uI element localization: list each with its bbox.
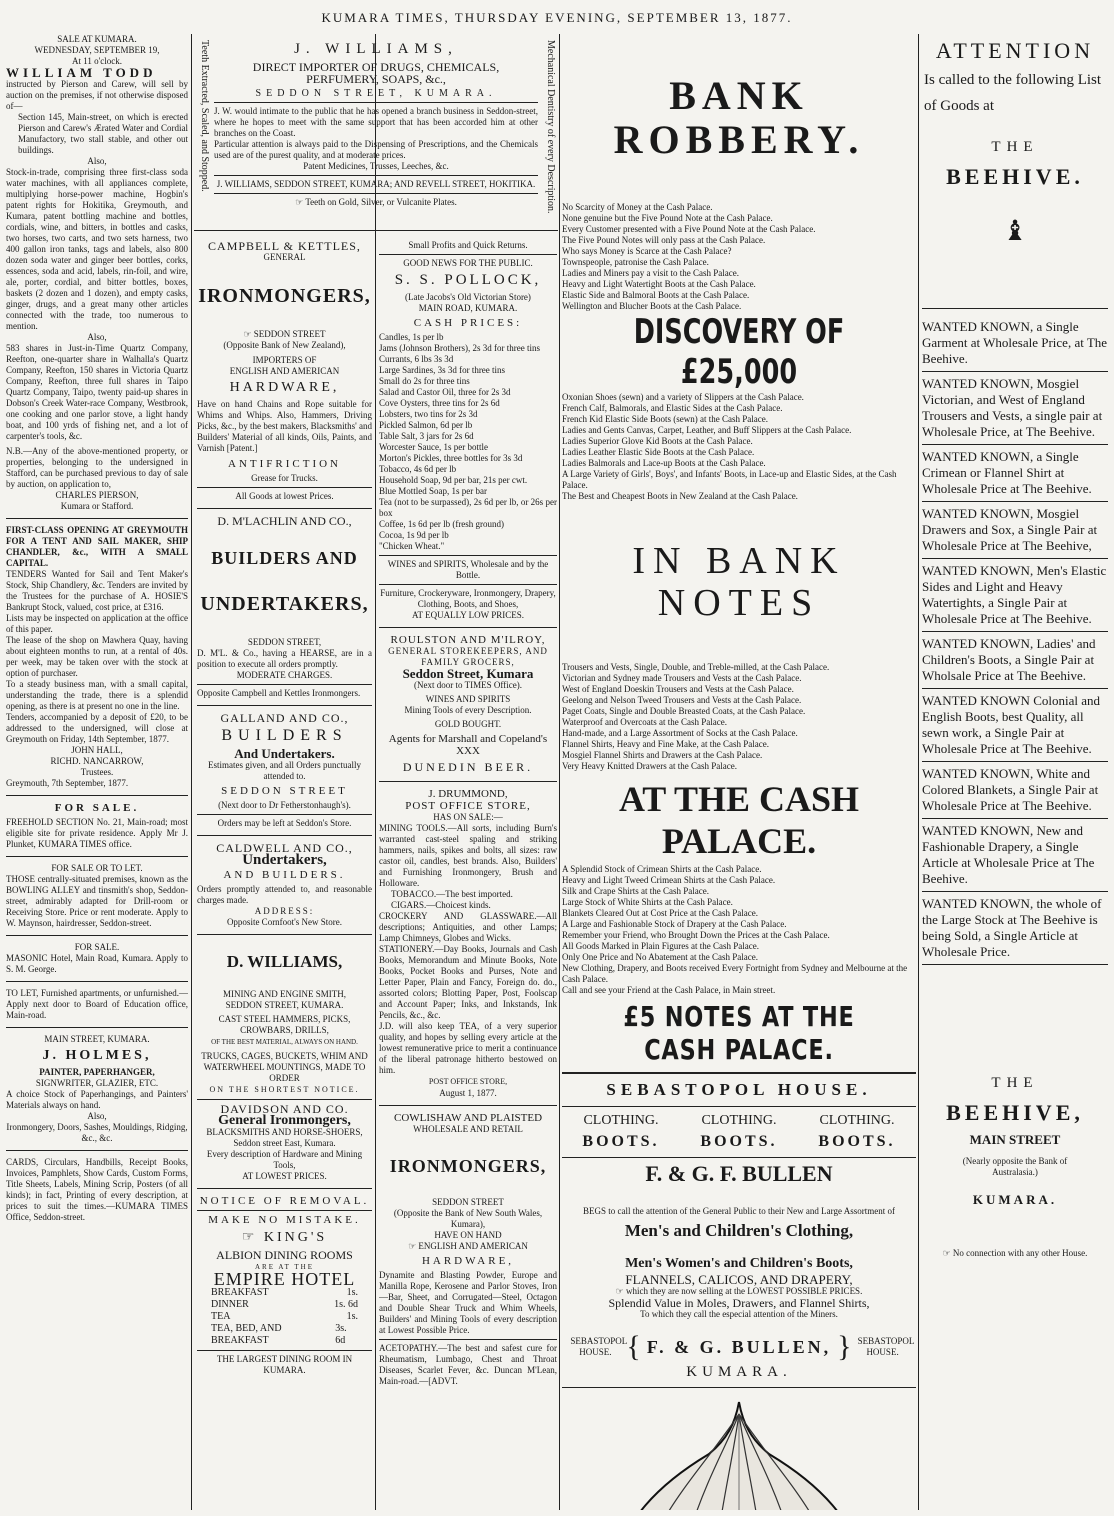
price-value: 1s. 6d (334, 1299, 358, 1310)
cash-palace-line: All Goods Marked in Plain Figures at the Cash Palace. (562, 941, 759, 951)
column-4 (562, 34, 916, 1510)
ad-text: AT LOWEST PRICES. (242, 1171, 327, 1181)
ad-subheading: WHOLESALE AND RETAIL (413, 1124, 523, 1134)
ad-text: CARDS, Circulars, Handbills, Receipt Books, Invoices, Pamphlets, Show Cards, Custom Forms, Title Sheets, Labels, Mining Scrip, Posters (of all kinds); in fact, Printing of every description, at prices to suit the times.—KUMARA TIMES Office, Seddon-street. (6, 1157, 188, 1222)
williams-line3: SEDDON STREET, KUMARA. (255, 88, 497, 99)
cash-palace-line: French Kid Elastic Side Boots (sewn) at the Cash Palace. (562, 414, 768, 424)
price-item: BREAKFAST (211, 1287, 269, 1298)
column-rule (918, 34, 919, 1510)
clothing-label: CLOTHING. (701, 1113, 777, 1128)
boots-row (562, 1133, 916, 1151)
brace: { (626, 1330, 641, 1363)
sebastopol-label: SEBASTOPOL HOUSE. (857, 1336, 915, 1357)
cash-palace-list-1 (562, 202, 916, 312)
ad-heading: NOTICE OF REMOVAL. (199, 1195, 370, 1207)
column-rule (191, 34, 192, 1510)
ad-heading: FIRST-CLASS OPENING AT GREYMOUTH FOR A TENT AND SAIL MAKER, SHIP CHANDLER, &c., WITH A SMALL CAPITAL. (6, 525, 188, 568)
ad-title: IRONMONGERS, (389, 1156, 547, 1176)
cash-palace-line: Silk and Crape Shirts at the Cash Palace. (562, 886, 709, 896)
cash-palace-line: A Splendid Stock of Crimean Shirts at the Cash Palace. (562, 864, 762, 874)
ad-text: Small Profits and Quick Returns. (408, 240, 528, 250)
ad-text: ENGLISH AND AMERICAN (229, 366, 340, 376)
sebastopol-title: SEBASTOPOL HOUSE. (606, 1080, 872, 1099)
boots-label: BOOTS. (582, 1133, 660, 1150)
ad-text: D. M'L. & Co., having a HEARSE, are in a position to execute all orders promptly. (197, 648, 372, 669)
auctioneer-name: WILLIAM TODD (6, 65, 157, 80)
williams-side-right: Mechanical Dentistry of every Description. (545, 40, 556, 214)
cash-palace-list-4 (562, 864, 916, 996)
ad-text: WINES and SPIRITS, Wholesale and by the Bottle. (387, 559, 549, 580)
cash-palace-line: Ladies Balmorals and Lace-up Boots at the Cash Palace. (562, 458, 766, 468)
williams-teeth-text: Teeth on Gold, Silver, or Vulcanite Plates. (305, 197, 457, 207)
price-value: 1s. (346, 1311, 358, 1322)
ad-address: Seddon Street, Kumara (402, 666, 534, 681)
price-value: 1s. (346, 1287, 358, 1298)
ad-subheading: SIGNWRITER, GLAZIER, ETC. (35, 1078, 159, 1088)
signature: JOHN HALL, (71, 745, 123, 755)
ad-heading: MAIN STREET, KUMARA. (44, 1034, 150, 1044)
ad-text: ADDRESS: (254, 906, 315, 916)
price-value: 3s. 6d (335, 1323, 347, 1346)
ad-heading: THE (991, 139, 1039, 155)
cash-palace-line: The Five Pound Notes will only pass at the Cash Palace. (562, 235, 766, 245)
pointing-hand-icon: ☞ (408, 1241, 417, 1251)
ad-title: BUILDERS (221, 727, 348, 744)
ad-text: BEGS to call the attention of the General Public to their New and Large Assortment of (582, 1206, 895, 1216)
ad-heading: ROULSTON AND M'ILROY, (390, 634, 546, 646)
ad-text: (Opposite the Bank of New South Wales, Kumara), (393, 1208, 543, 1229)
wanted-known-item: WANTED KNOWN, New and Fashionable Drapery, a Single Article at Wholesale Price at The Beehive. (922, 819, 1108, 892)
cash-palace-line: None genuine but the Five Pound Note at the Cash Palace. (562, 213, 773, 223)
ad-text: CROCKERY AND GLASSWARE.—All descriptions; Antiquities, and other Lamps; Lamp Chimneys, Globes and Wicks. (379, 911, 557, 943)
ad-subheading: CASH PRICES: (413, 317, 523, 329)
cash-palace-line: Large Stock of White Shirts at the Cash Palace. (562, 897, 733, 907)
ad-text: MASONIC Hotel, Main Road, Kumara. Apply to S. M. George. (6, 953, 188, 974)
ad-title: EMPIRE HOTEL (213, 1269, 356, 1289)
sale-nb: N.B.—Any of the above-mentioned property, or properties, belonging to the undersigned in Stafford, can be purchased previous to day of sale by auction, on application to, (6, 446, 188, 489)
cash-palace-line: Victorian and Sydney made Trousers and Vests at the Cash Palace. (562, 673, 802, 683)
wanted-known-item: WANTED KNOWN Colonial and English Boots, best Quality, all sewn work, a Single Pair at Wholesale Price at The Beehive. (922, 689, 1108, 762)
ad-heading: CALDWELL AND CO., (216, 841, 353, 855)
cash-palace-line: Flannel Shirts, Heavy and Fine Make, at the Cash Palace. (562, 739, 769, 749)
ad-text: A choice Stock of Paperhangings, and Painters' Materials always on hand. (6, 1089, 188, 1110)
column-rule (375, 34, 376, 1510)
cash-palace-line: A Large and Fashionable Stock of Drapery at the Cash Palace. (562, 919, 787, 929)
pointing-hand-icon: ☞ (942, 1248, 951, 1258)
sale-section: Section 145, Main-street, on which is erected Pierson and Carew's Ærated Water and Cordial Manufactory, two stall stable, and other out buildings. (18, 112, 188, 155)
williams-teeth (214, 197, 538, 208)
ad-text: Lists may be inspected on application at the office of this paper. (6, 613, 188, 634)
ad-text: CAST STEEL HAMMERS, PICKS, CROWBARS, DRILLS, (218, 1014, 351, 1035)
ad-text: TRUCKS, CAGES, BUCKETS, WHIM AND WATERWHEEL MOUNTINGS, MADE TO ORDER (201, 1051, 368, 1083)
williams-line1: DIRECT IMPORTER OF DRUGS, CHEMICALS, (252, 60, 500, 74)
ad-subheading: BLACKSMITHS AND HORSE-SHOERS, (206, 1127, 363, 1137)
ad-subheading: PAINTER, PAPERHANGER, (39, 1067, 155, 1077)
price-row (211, 1323, 358, 1347)
ad-text: HAVE ON HAND (434, 1230, 502, 1240)
cash-palace-line: West of England Doeskin Trousers and Vests at the Cash Palace. (562, 684, 794, 694)
ad-text (922, 1248, 1108, 1259)
bullen-sign (562, 1330, 916, 1364)
ad-text: The lease of the shop on Mawhera Quay, having about eighteen months to run, at a rental of 40s. per week, may be taken over with the stock at option of purchaser. (6, 635, 188, 678)
attention-title: ATTENTION (935, 38, 1095, 63)
ad-text: Dynamite and Blasting Powder, Europe and Manilla Rope, Kerosene and Parlor Stoves, Iron—Bar, Sheet, and Corrugated—Steel, Octagon and Double Shear Truck and Whim Wheels, Builders' and Mining Tools of every description at Lowest Possible Price. (379, 1270, 557, 1335)
ad-subheading: Men's and Children's Clothing, (624, 1221, 854, 1240)
wanted-list (922, 315, 1108, 965)
also-label: Also, (87, 332, 107, 342)
cash-palace-list-2 (562, 392, 916, 502)
ad-text: STATIONERY.—Day Books, Journals and Cash Books, Memorandum and Minute Books, Note Books, Pocket Books and Purses, Note and Letter Paper, Plain and Fancy, Foreign do. do., assorted colors; Blotting Paper, Post, Foolscap and Account Paper; Inks, and Inkstands, Ink Pencils, &c., &c. (379, 944, 557, 1020)
ad-subheading: GENERAL STOREKEEPERS, AND FAMILY GROCERS, (388, 646, 548, 667)
cash-palace-line: Wellington and Blucher Boots at the Cash Palace. (562, 301, 742, 311)
ad-text: THE LARGEST DINING ROOM IN KUMARA. (216, 1354, 353, 1375)
wanted-known-item: WANTED KNOWN, a Single Crimean or Flannel Shirt at Wholesale Price at The Beehive. (922, 445, 1108, 502)
ad-title: D. WILLIAMS, (226, 952, 343, 971)
boots-label: BOOTS. (700, 1133, 778, 1150)
ad-heading: GALLAND AND CO., (220, 711, 349, 725)
cash-palace-line: Geelong and Nelson Tweed Trousers and Vests at the Cash Palace. (562, 695, 802, 705)
bank-robbery-title: BANK ROBBERY. (613, 73, 865, 162)
column-3 (379, 240, 557, 1510)
cash-palace-line: Ladies and Gents Canvas, Carpet, Leather, and Buff Slippers at the Cash Palace. (562, 425, 852, 435)
ad-heading: THE (991, 1075, 1039, 1091)
ad-heading: J. HOLMES, (42, 1048, 152, 1063)
pointing-hand-icon: ☞ (615, 1286, 624, 1296)
ad-text: All Goods at lowest Prices. (235, 491, 334, 501)
clothing-row (562, 1113, 916, 1129)
ad-text: Every description of Hardware and Mining Tools, (206, 1149, 363, 1170)
sale-intro: instructed by Pierson and Carew, will sell by auction on the premises, if not otherwise disposed of— (6, 79, 188, 111)
wanted-known-item: WANTED KNOWN, Mosgiel Drawers and Sox, a Single Pair at Wholesale Price at The Beehive, (922, 502, 1108, 559)
ad-text: MINING TOOLS.—All sorts, including Burn's warranted cast-steel spaling and striking hammers, nails, spikes and bolts, all sizes: raw castor oil, candles, best brands. Also, Builders' and Furnishing Ironmongery, Brush and Holloware. (379, 823, 557, 888)
cash-palace-line: French Calf, Balmorals, and Elastic Sides at the Cash Palace. (562, 403, 783, 413)
ad-address: SEDDON STREET (221, 785, 348, 797)
ad-title: POST OFFICE STORE, (405, 800, 531, 812)
cash-palace-line: Heavy and Light Tweed Crimean Shirts at the Cash Palace. (562, 875, 776, 885)
ad-text: (Late Jacobs's Old Victorian Store) (405, 292, 531, 302)
williams-body2: Particular attention is always paid to the Dispensing of Prescriptions, and the Chemicals used are of the purest quality, and at moderate prices. (214, 139, 538, 160)
also-label: Also, (87, 156, 107, 166)
ad-title: IRONMONGERS, (198, 285, 371, 307)
sale-date: WEDNESDAY, SEPTEMBER 19, (34, 45, 160, 55)
kumara-label: KUMARA. (686, 1364, 792, 1380)
wanted-known-item: WANTED KNOWN, a Single Garment at Wholesale Price, at The Beehive. (922, 315, 1108, 372)
ad-text: HAS ON SALE:— (433, 812, 503, 822)
williams-ad (194, 34, 558, 231)
cash-palace-list-3 (562, 662, 916, 772)
ad-text: THOSE centrally-situated premises, known as the BOWLING ALLEY and tinsmith's shop, Seddon-street, admirably adapted for Drill-room or Receiving Store. Price or rent moderate. Apply to W. Maynson, hairdresser, Seddon-street. (6, 874, 188, 928)
ad-heading: D. M'LACHLIN AND CO., (217, 514, 352, 528)
ad-text: Opposite Campbell and Kettles Ironmongers. (197, 688, 361, 698)
signature: CHARLES PIERSON, (55, 490, 139, 500)
ad-text: To which they call the especial attention of the Miners. (640, 1309, 838, 1319)
ad-text: WINES AND SPIRITS (425, 694, 511, 704)
williams-address: J. WILLIAMS, SEDDON STREET, KUMARA; AND REVELL STREET, HOKITIKA. (216, 179, 536, 189)
pointing-hand-icon: ☞ (243, 329, 252, 339)
ad-text: MODERATE CHARGES. (236, 670, 333, 680)
ad-text: FREEHOLD SECTION No. 21, Main-road; most eligible site for private residence. Apply Mr J. Plunket, KUMARA TIMES office. (6, 817, 188, 849)
kumara-label: KUMARA. (972, 1192, 1058, 1207)
cash-palace-line: Ladies Leather Elastic Side Boots at the Cash Palace. (562, 447, 755, 457)
column-rule (559, 34, 560, 1510)
ad-title (197, 1229, 372, 1246)
ad-text: ON THE SHORTEST NOTICE. (209, 1085, 360, 1094)
ad-text: TO LET, Furnished apartments, or unfurnished.—Apply next door to Board of Education office, Main-road. (6, 988, 188, 1020)
williams-side-left: Teeth Extracted, Scaled, and Stopped. (199, 40, 210, 192)
ad-subheading: FLANNELS, CALICOS, AND DRAPERY, (625, 1272, 853, 1287)
cash-palace-line: Mosgiel Flannel Shirts and Drawers at the Cash Palace. (562, 750, 763, 760)
ad-text: GOLD BOUGHT. (434, 719, 502, 729)
dateline: August 1, 1877. (439, 1088, 497, 1098)
ad-title-text: KING'S (263, 1230, 328, 1245)
cash-palace-line: Very Heavy Knitted Drawers at the Cash Palace. (562, 761, 737, 771)
column-1 (6, 34, 188, 1510)
sale-shares: 583 shares in Just-in-Time Quartz Company, Reefton, one-quarter share in Walhalla's Quartz Company, Reefton, 150 shares in Victoria Quartz Company, Reefton, three full shares in Taipo Quartz Company, Taipo, twenty paid-up shares in Dobson's Creek Water-race Company, Westbrook, one cooking and one parlor stove, a light handy boat, and 100 yrds of fishing net, and a lot of carpenter's tools, &c. (6, 343, 188, 441)
ad-title: UNDERTAKERS, (200, 593, 369, 615)
ad-text: AT EQUALLY LOW PRICES. (412, 610, 524, 620)
williams-line2: PERFUMERY, SOAPS, &c., (306, 72, 446, 86)
cash-palace-line: Waterproof and Overcoats at the Cash Palace. (562, 717, 727, 727)
ad-text: Ironmongery, Doors, Sashes, Mouldings, Ridging, &c., &c. (6, 1122, 188, 1143)
beehive-title: BEEHIVE, (946, 1100, 1084, 1125)
cash-palace-line: Remember your Friend, who Brought Down the Prices at the Cash Palace. (562, 930, 830, 940)
sebastopol-label: SEBASTOPOL HOUSE. (570, 1336, 628, 1357)
cash-palace-line: Hand-made, and a Large Assortment of Socks at the Cash Palace. (562, 728, 798, 738)
brace: } (837, 1330, 852, 1363)
clothing-label: CLOTHING. (583, 1113, 659, 1128)
ad-heading: MAKE NO MISTAKE. (208, 1214, 361, 1226)
cash-palace-line: Call and see your Friend at the Cash Palace, in Main street. (562, 985, 776, 995)
wanted-known-item: WANTED KNOWN, White and Colored Blankets, a Single Pair at Wholesale Price at The Beehive. (922, 762, 1108, 819)
ad-text: Furniture, Crockeryware, Ironmongery, Drapery, Clothing, Boots, and Shoes, (380, 588, 556, 609)
ad-text (379, 1241, 557, 1252)
ad-text: Orders may be left at Seddon's Store. (217, 818, 352, 828)
cash-palace-line: Ladies Superior Glove Kid Boots at the Cash Palace. (562, 436, 753, 446)
williams-name: J. WILLIAMS, (294, 41, 458, 57)
ad-text: Mining Tools of every Description. (404, 705, 532, 715)
ad-text: (Opposite Bank of New Zealand), (223, 340, 346, 350)
ad-title: HARDWARE, (229, 380, 340, 395)
bullen-title: F. & G. F. BULLEN (645, 1161, 833, 1186)
masthead: KUMARA TIMES, THURSDAY EVENING, SEPTEMBER 13, 1877. (321, 10, 793, 25)
bullen-name: F. & G. BULLEN, (646, 1336, 832, 1357)
ad-text: Is called to the following List of Goods at (924, 72, 1102, 114)
cash-palace-line: Who says Money is Scarce at the Cash Palace? (562, 246, 732, 256)
bank-notes-title: IN BANK NOTES (632, 540, 846, 624)
ad-title: BUILDERS AND (211, 548, 358, 568)
ad-address: MAIN ROAD, KUMARA. (418, 303, 518, 313)
cash-palace-line: Paget Coats, Single and Double Breasted Coats, at the Cash Palace. (562, 706, 806, 716)
five-notes-title: £5 NOTES AT THE CASH PALACE. (623, 1000, 855, 1066)
cash-palace-line: The Best and Cheapest Boots in New Zealand at the Cash Palace. (562, 491, 798, 501)
cash-palace-line: Trousers and Vests, Single, Double, and Treble-milled, at the Cash Palace. (562, 662, 830, 672)
sale-stock: Stock-in-trade, comprising three first-class soda water machines, with all appliances complete, multiplying horse-power machine, Hogbin's patent rights for Hokitika, Greymouth, and Kumara, patent bottling machine and bottles, cordials, wine, and bitters, in bottles and casks, two horses, two carts, and two sets harness, two 400 gallon iron tanks, tags and labels, also 800 dozen soda water and ginger beer bottles, corks, essences, soda and acid, labels, rin-foil, and wire, ale, porter, cordial, and bitter bottles, boxes, baskets (2 dozen and 1 dozen), and empty casks, ginger, drugs, and a great many other articles connected with the trade, too numerous to mention. (6, 167, 188, 331)
column-5 (922, 34, 1108, 1510)
price-row (211, 1299, 358, 1311)
cash-palace-line: No Scarcity of Money at the Cash Palace. (562, 202, 713, 212)
ad-text: IMPORTERS OF (252, 355, 317, 365)
ad-title: General Ironmongers, (218, 1113, 351, 1128)
wanted-known-item: WANTED KNOWN, Men's Elastic Sides and Light and Heavy Watertights, a Single Pair at Wholesale Price at The Beehive. (922, 559, 1108, 632)
cash-palace-line: Ladies and Miners pay a visit to the Cash Palace. (562, 268, 739, 278)
price-row (211, 1311, 358, 1323)
ad-heading: J. DRUMMOND, (428, 788, 508, 800)
clothing-label: CLOTHING. (819, 1113, 895, 1128)
price-item: TEA, BED, AND BREAKFAST (211, 1323, 282, 1346)
ad-text: Seddon street East, Kumara. (233, 1138, 336, 1148)
signature-loc: Kumara or Stafford. (60, 501, 134, 511)
ad-subheading: Men's Women's and Children's Boots, (625, 1256, 853, 1271)
ad-text-inner: No connection with any other House. (952, 1248, 1088, 1258)
ad-text: ARE AT THE (254, 1263, 315, 1271)
ad-heading: COWLISHAW AND PLAISTED (393, 1112, 543, 1124)
ad-text-inner: ENGLISH AND AMERICAN (418, 1241, 528, 1251)
ad-address-text: SEDDON STREET (253, 329, 326, 339)
hand-bell-icon: ♝ (1002, 216, 1028, 247)
price-list (211, 1287, 358, 1347)
williams-body: J. W. would intimate to the public that he has opened a branch business in Seddon-street, where he hopes to meet with the same support that has been accorded him at other branches on the Coast. (214, 106, 538, 138)
cash-palace-line: A Large Variety of Girls', Boys', and Infants' Boots, in Lace-up and Elastic Sides, at the Cash Palace. (562, 469, 897, 490)
ad-subheading: MINING AND ENGINE SMITH, (223, 989, 346, 999)
column-2 (197, 240, 372, 1510)
ad-text: Have on hand Chains and Rope suitable for Whims and Whips. Also, Hammers, Driving Picks, &c., by the best makers, Blacksmiths' and Builders' Material of all kinds, Oils, Paints, and Varnish [Patent.] (197, 399, 372, 453)
cash-palace-title: AT THE CASH PALACE. (618, 779, 860, 861)
ad-text: CIGARS.—Choicest kinds. (391, 900, 491, 910)
ad-subheading: AND BUILDERS. (223, 869, 346, 881)
ad-text: Estimates given, and all Orders punctually attended to. (208, 760, 361, 781)
ad-subheading: GENERAL (263, 252, 306, 262)
ad-subheading: ANTIFRICTION (228, 458, 341, 470)
ad-text: (Nearly opposite the Bank of Australasia.) (962, 1156, 1068, 1177)
ad-address: MAIN STREET (969, 1132, 1061, 1147)
pointing-hand-icon: ☞ (241, 1230, 258, 1245)
signature: RICHD. NANCARROW, (50, 756, 144, 766)
ad-title: DUNEDIN BEER. (402, 760, 534, 774)
cash-palace-line: Every Customer presented with a Five Pound Note at the Cash Palace. (562, 224, 816, 234)
ad-text: Grease for Trucks. (251, 473, 318, 483)
price-list: Candles, 1s per lb Jams (Johnson Brothers), 2s 3d for three tins Currants, 6 lbs 3s 3d Large Sardines, 3s 3d for three tins Small do 2s for three tins Salad and Castor Oil, three for 2s 3d Cove Oysters, three tins for 2s 6d Lobsters, two tins for 2s 3d Pickled Salmon, 6d per lb Table Salt, 3 jars for 2s 6d Worcester Sauce, 1s per bottle Morton's Pickles, three bottles for 3s 3d Tobacco, 4s 6d per lb Household Soap, 9d per bar, 21s per cwt. Blue Mottled Soap, 1s per bar Tea (not to be surpassed), 2s 6d per lb, or 26s per box Coffee, 1s 6d per lb (fresh ground) Cocoa, 1s 9d per lb "Chicken Wheat." (379, 332, 557, 551)
ad-text: Orders promptly attended to, and reasonable charges made. (197, 884, 372, 905)
ad-heading: GOOD NEWS FOR THE PUBLIC. (403, 258, 533, 268)
onion-illustration (599, 1394, 879, 1510)
ad-text: Splendid Value in Moles, Drawers, and Flannel Shirts, (608, 1296, 870, 1310)
cash-palace-line: Only One Price and No Abatement at the Cash Palace. (562, 952, 758, 962)
price-item: DINNER (211, 1299, 249, 1310)
ad-text: Opposite Cornfoot's New Store. (226, 917, 343, 927)
ad-title: Undertakers, (242, 852, 327, 868)
signature: Trustees. (80, 767, 114, 777)
dateline: Greymouth, 7th September, 1877. (6, 778, 129, 788)
cash-palace-line: Blankets Cleared Out at Cost Price at the Cash Palace. (562, 908, 758, 918)
beehive-title: BEEHIVE. (946, 164, 1084, 189)
ad-text: ACETOPATHY.—The best and safest cure for Rheumatism, Lumbago, Chest and Throat Diseases, Scarlet Fever, &c. Duncan M'Lean, Main-road.—[ADVT. (379, 1343, 557, 1386)
pointing-hand-icon: ☞ (295, 197, 304, 207)
ad-address (197, 329, 372, 340)
sale-time: At 11 o'clock. (71, 56, 123, 66)
ad-text: Tenders, accompanied by a deposit of £20, to be addressed to the undersigned, will close at Greymouth on Friday, 14th September, 1877. (6, 712, 188, 744)
ad-heading: CAMPBELL & KETTLES, (208, 240, 361, 253)
wanted-known-item: WANTED KNOWN, the whole of the Large Stock at The Beehive is being Sold, a Single Article at Wholesale Price. (922, 892, 1108, 965)
ad-address: SEDDON STREET (432, 1197, 504, 1207)
ad-subheading: And Undertakers. (234, 746, 335, 761)
cash-palace-line: Oxonian Shoes (sewn) and a variety of Slippers at the Cash Palace. (562, 392, 804, 402)
ad-text: TOBACCO.—The best imported. (391, 889, 513, 899)
ad-text: OF THE BEST MATERIAL, ALWAYS ON HAND. (211, 1038, 358, 1046)
ad-text: J.D. will also keep TEA, of a very superior quality, and hopes by selling every article at the lowest remunerative price to merit a continuance of the liberal patronage hitherto bestowed on him. (379, 1021, 557, 1075)
ad-text: Agents for Marshall and Copeland's XXX (388, 733, 548, 757)
price-item: TEA (211, 1311, 231, 1322)
ad-text: (Next door to TIMES Office). (414, 680, 522, 690)
ad-heading: FOR SALE. (54, 802, 140, 814)
cash-palace-line: New Clothing, Drapery, and Boots received Every Fortnight from Sydney and Melbourne at the Cash Palace. (562, 963, 908, 984)
cash-palace-line: Townspeople, patronise the Cash Palace. (562, 257, 709, 267)
ad-heading: FOR SALE. (74, 942, 120, 952)
also-label: Also, (87, 1111, 107, 1121)
ad-text: TENDERS Wanted for Sail and Tent Maker's Stock, Ship Chandlery, &c. Tenders are invited by the Trustees for the purchase of A. HOSIE'S Bankrupt Stock, valued, cost price, at £316. (6, 569, 188, 612)
ad-title: S. S. POLLOCK, (394, 272, 542, 288)
discovery-title: DISCOVERY OF £25,000 (633, 312, 845, 392)
ad-address: SEDDON STREET, KUMARA. (225, 1000, 344, 1010)
cash-palace-line: Elastic Side and Balmoral Boots at the Cash Palace. (562, 290, 750, 300)
ad-subheading: ALBION DINING ROOMS (216, 1248, 353, 1262)
ad-address: SEDDON STREET, (247, 637, 322, 647)
sale-title: SALE AT KUMARA. (57, 34, 137, 44)
signature: POST OFFICE STORE, (428, 1077, 508, 1086)
ad-heading: FOR SALE OR TO LET. (51, 863, 143, 873)
boots-label: BOOTS. (818, 1133, 896, 1150)
ad-heading: DAVIDSON AND CO. (220, 1102, 349, 1116)
williams-patent: Patent Medicines, Trusses, Leeches, &c. (303, 161, 449, 171)
ad-subheading: HARDWARE, (421, 1255, 515, 1267)
ad-text: (Next door to Dr Fetherstonhaugh's). (218, 800, 351, 810)
ad-text-inner: which they are now selling at the LOWEST POSSIBLE PRICES. (626, 1286, 863, 1296)
wanted-known-item: WANTED KNOWN, Ladies' and Children's Boots, a Single Pair at Wholsale Price at The Beehive. (922, 632, 1108, 689)
cash-palace-line: Heavy and Light Watertight Boots at the Cash Palace. (562, 279, 756, 289)
ad-text: To a steady business man, with a small capital, understanding the trade, there is a splendid opening, as there is at present no one in the line. (6, 679, 188, 711)
wanted-known-item: WANTED KNOWN, Mosgiel Victorian, and West of England Trousers and Vests, a single pair at Wholesale Price, at The Beehive. (922, 372, 1108, 445)
